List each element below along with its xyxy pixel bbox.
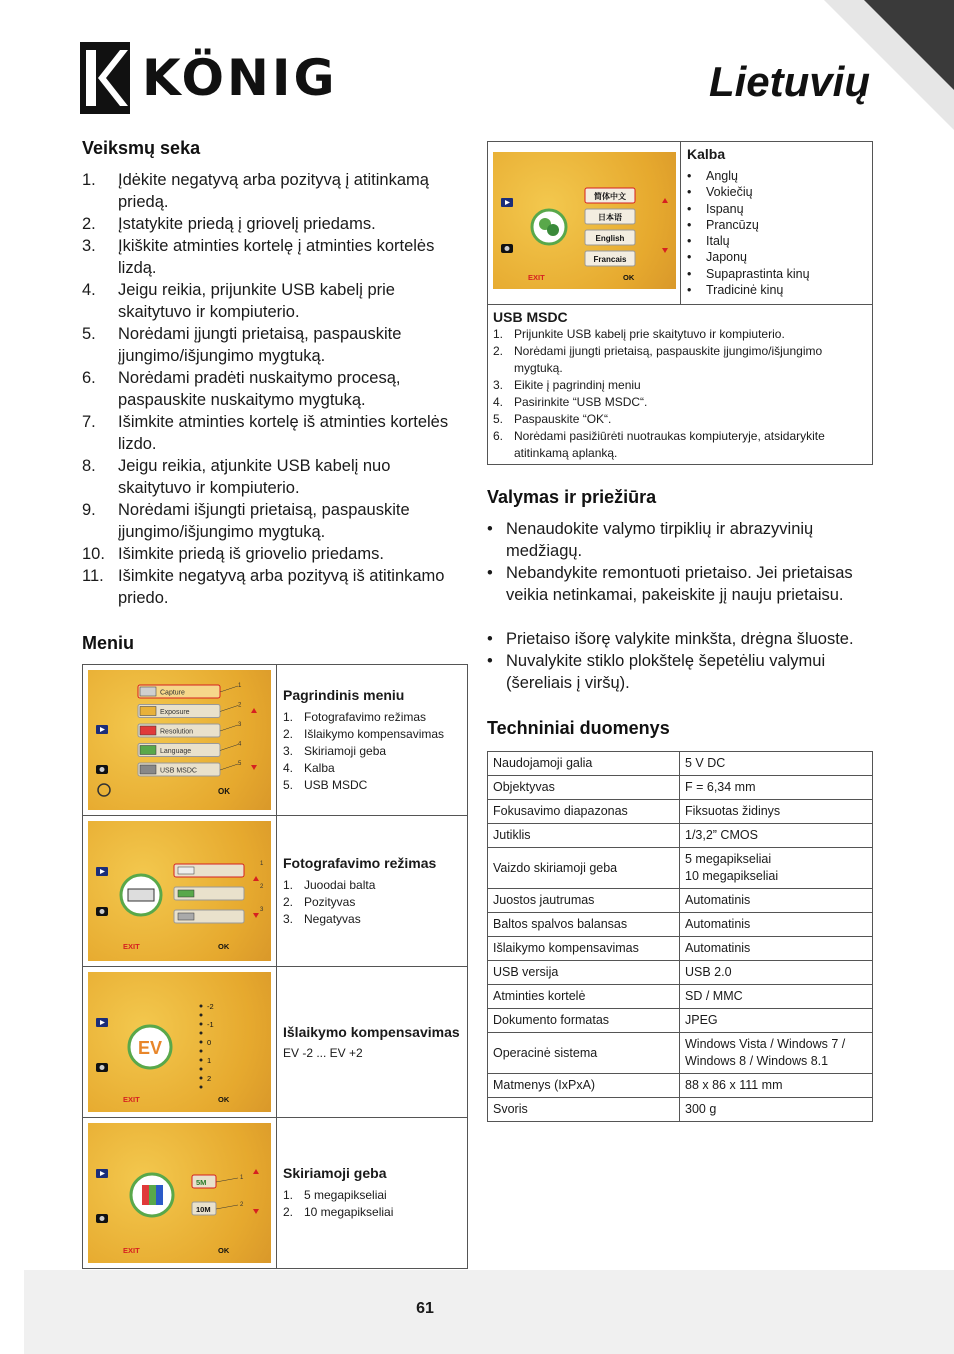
- spec-value: 300 g: [680, 1098, 873, 1122]
- main-menu-list: [283, 709, 461, 794]
- step-item: [82, 169, 468, 213]
- menu-row-capture: [83, 816, 468, 967]
- option-number: 1: [260, 861, 264, 867]
- bullet-icon: •: [687, 234, 692, 249]
- spec-row: [488, 1098, 873, 1122]
- list-item: 3. Negatyvas: [283, 911, 361, 926]
- list-item-text: Juoodai balta: [304, 877, 376, 892]
- language-item: • Japonų: [687, 250, 748, 265]
- option-icon: [140, 707, 156, 716]
- spec-value: 5 megapikseliai 10 megapikseliai: [680, 848, 873, 889]
- spec-key: Naudojamoji galia: [488, 752, 680, 776]
- arrow-down-icon: [253, 1209, 259, 1214]
- resolution-option: 5M: [196, 1178, 207, 1187]
- option-number: 2: [260, 884, 264, 890]
- spec-key: Vaizdo skiriamoji geba: [488, 848, 680, 889]
- bullet-icon: •: [687, 266, 692, 281]
- ok-label: OK: [218, 1095, 230, 1104]
- konig-k-icon: [80, 42, 130, 114]
- care-heading: Valymas ir priežiūra: [487, 487, 657, 507]
- capture-list: [283, 877, 461, 928]
- list-item-text: USB MSDC: [304, 777, 368, 792]
- step-text: Norėdami įjungti prietaisą, paspauskite įjungimo/išjungimo mygtuką.: [118, 325, 402, 365]
- step-item: [82, 543, 468, 565]
- main-menu-screen: [88, 670, 271, 810]
- list-item-text: 10 megapikseliai: [304, 1205, 394, 1219]
- care-item: • Nenaudokite valymo tirpiklių ir abrazyvinių medžiagų.: [487, 520, 814, 560]
- bullet-icon: •: [687, 185, 692, 200]
- option-icon: [140, 746, 156, 755]
- resolution-option: 10M: [196, 1205, 211, 1214]
- brand-logo: [80, 42, 338, 114]
- arrow-up-icon: [253, 1169, 259, 1174]
- ok-label: OK: [218, 942, 230, 951]
- resolution-heading: Skiriamoji geba: [283, 1165, 387, 1181]
- spec-key: USB versija: [488, 961, 680, 985]
- film-icon: [178, 890, 194, 897]
- exit-label: EXIT: [123, 1095, 140, 1104]
- usb-list: [493, 326, 866, 462]
- menu-heading: Meniu: [82, 633, 134, 653]
- resolution-list: [283, 1187, 461, 1221]
- option-icon: [140, 765, 156, 774]
- camera-lens: [100, 767, 105, 772]
- step-number: 9.: [82, 501, 96, 519]
- step-text: Jeigu reikia, prijunkite USB kabelį prie skaitytuvo ir kompiuterio.: [118, 281, 395, 321]
- film-icon: [178, 913, 194, 920]
- language-option: English: [595, 234, 625, 243]
- bullet-icon: •: [687, 283, 692, 298]
- film-icon: [178, 867, 194, 874]
- language-usb-table: [487, 141, 873, 465]
- spec-key: Baltos spalvos balansas: [488, 913, 680, 937]
- language-item: • Prancūzų: [687, 217, 759, 232]
- exposure-range: EV -2 ... EV +2: [283, 1046, 363, 1060]
- main-menu-heading: Pagrindinis meniu: [283, 686, 405, 703]
- bullet-icon: •: [487, 630, 493, 648]
- step-number: 4.: [82, 281, 96, 299]
- step-text: Įkiškite atminties kortelę į atminties kortelės lizdą.: [118, 237, 435, 277]
- usb-step: 5. Paspauskite “OK“.: [493, 412, 612, 426]
- usb-row: [488, 305, 873, 465]
- care-item: • Nuvalykite stiklo plokštelę šepetėliu valymui (šereliais į viršų).: [487, 652, 826, 692]
- spec-value: Automatinis: [680, 913, 873, 937]
- step-number: 10.: [82, 545, 105, 563]
- option-number: 4: [238, 741, 242, 748]
- spec-value: SD / MMC: [680, 985, 873, 1009]
- arrow-up-icon: [251, 708, 257, 713]
- option-number: 1: [238, 683, 242, 689]
- spec-key: Dokumento formatas: [488, 1009, 680, 1033]
- option-icon: [140, 687, 156, 696]
- step-text: Norėdami pradėti nuskaitymo procesą, paspauskite nuskaitymo mygtuką.: [118, 369, 401, 409]
- language-title: Lietuvių: [708, 58, 870, 105]
- list-item-text: 5 megapikseliai: [304, 1188, 387, 1202]
- language-item: • Italų: [687, 234, 730, 249]
- list-item-text: Fotografavimo režimas: [304, 709, 427, 724]
- language-option: Francais: [593, 255, 627, 264]
- spec-row: [488, 913, 873, 937]
- specs-table: [487, 751, 873, 1122]
- list-item: 1. Juoodai balta: [283, 877, 376, 892]
- spec-row: [488, 889, 873, 913]
- language-item: • Ispanų: [687, 201, 744, 216]
- brand-wordmark: KÖNIG: [142, 49, 338, 107]
- step-item: [82, 499, 468, 543]
- spec-key: Fokusavimo diapazonas: [488, 800, 680, 824]
- spec-key: Jutiklis: [488, 824, 680, 848]
- spec-key: Svoris: [488, 1098, 680, 1122]
- step-number: 5.: [82, 325, 96, 343]
- exposure-heading: Išlaikymo kompensavimas: [283, 1024, 460, 1040]
- step-text: Įdėkite negatyvą arba pozityvą į atitinkamą priedą.: [118, 171, 429, 211]
- spec-value: 1/3,2” CMOS: [680, 824, 873, 848]
- capture-heading: Fotografavimo režimas: [283, 854, 437, 871]
- option-number: 5: [238, 761, 242, 767]
- arrow-up-icon: [253, 876, 259, 881]
- list-item: 2. Išlaikymo kompensavimas: [283, 726, 445, 741]
- step-text: Išimkite priedą iš griovelio priedams.: [118, 545, 384, 563]
- usb-step: 4. Pasirinkite “USB MSDC“.: [493, 395, 648, 409]
- bullet-icon: •: [687, 201, 692, 216]
- bullet-icon: •: [487, 520, 493, 538]
- option-label: Language: [160, 748, 192, 755]
- care-item: • Nebandykite remontuoti prietaiso. Jei prietaisas veikia netinkamai, pakeiskite jį nauju prietaisu.: [487, 564, 853, 604]
- spec-row: [488, 824, 873, 848]
- right-column: [487, 141, 873, 1122]
- bullet-icon: •: [487, 564, 493, 582]
- spec-row: [488, 848, 873, 889]
- spec-value: JPEG: [680, 1009, 873, 1033]
- page-number: 61: [416, 1300, 434, 1317]
- menu-table: [82, 664, 468, 1269]
- list-item: 5. USB MSDC: [283, 777, 368, 792]
- language-option: 简体中文: [594, 192, 626, 201]
- bullet-icon: •: [487, 652, 493, 670]
- option-icon: [140, 726, 156, 735]
- language-item: • Tradicinė kinų: [687, 283, 784, 298]
- option-label: Exposure: [160, 709, 190, 716]
- bullet-icon: •: [687, 217, 692, 232]
- option-number: 2: [238, 702, 242, 709]
- step-number: 2.: [82, 215, 96, 233]
- arrow-down-icon: [662, 248, 668, 253]
- ev-scale-value: 1: [207, 1056, 212, 1065]
- resolution-screen: [88, 1123, 271, 1263]
- step-text: Norėdami išjungti prietaisą, paspauskite įjungimo/išjungimo mygtuką.: [118, 501, 410, 541]
- exit-label: EXIT: [123, 942, 140, 951]
- list-item-text: Negatyvas: [304, 911, 361, 926]
- ok-label: OK: [623, 273, 635, 282]
- list-item: 4. Kalba: [283, 760, 335, 775]
- steps-heading: Veiksmų seka: [82, 138, 201, 158]
- step-text: Išimkite atminties kortelę iš atminties kortelės lizdo.: [118, 413, 449, 453]
- ev-badge: EV: [138, 1038, 163, 1058]
- step-item: [82, 279, 468, 323]
- ok-label: OK: [218, 1246, 230, 1255]
- list-item-text: Pozityvas: [304, 894, 356, 909]
- ev-scale-value: -1: [207, 1020, 214, 1029]
- step-number: 11.: [82, 567, 104, 585]
- settings-icon: [98, 784, 110, 796]
- usb-step: 6. Norėdami pasižiūrėti nuotraukas kompiuteryje, atsidarykite atitinkamą aplanką.: [493, 429, 825, 460]
- step-number: 8.: [82, 457, 96, 475]
- spec-row: [488, 961, 873, 985]
- exposure-screen: [88, 972, 271, 1112]
- camera-lens: [505, 246, 510, 251]
- menu-row-main: [83, 665, 468, 816]
- camera-lens: [100, 1216, 105, 1221]
- spec-row: [488, 937, 873, 961]
- spec-value: Fiksuotas židinys: [680, 800, 873, 824]
- step-item: [82, 455, 468, 499]
- spec-value: F = 6,34 mm: [680, 776, 873, 800]
- spec-row: [488, 1009, 873, 1033]
- language-item: • Supaprastinta kinų: [687, 266, 810, 281]
- step-number: 1.: [82, 171, 96, 189]
- arrow-down-icon: [251, 765, 257, 770]
- option-number: 1: [240, 1175, 244, 1181]
- step-text: Įstatykite priedą į griovelį priedams.: [118, 215, 376, 233]
- spec-value: Windows Vista / Windows 7 / Windows 8 / Windows 8.1: [680, 1033, 873, 1074]
- spec-row: [488, 800, 873, 824]
- spec-row: [488, 1074, 873, 1098]
- spec-value: Automatinis: [680, 889, 873, 913]
- list-item: 1. Fotografavimo režimas: [283, 709, 427, 724]
- arrow-down-icon: [253, 913, 259, 918]
- option-number: 2: [240, 1202, 244, 1208]
- usb-step: 1. Prijunkite USB kabelį prie skaitytuvo ir kompiuterio.: [493, 327, 785, 341]
- option-label: Capture: [160, 689, 185, 697]
- step-item: [82, 235, 468, 279]
- spec-key: Išlaikymo kompensavimas: [488, 937, 680, 961]
- usb-step: 3. Eikite į pagrindinį meniu: [493, 378, 641, 392]
- specs-heading: Techniniai duomenys: [487, 718, 670, 738]
- ev-scale-value: -2: [207, 1002, 214, 1011]
- language-item: • Vokiečių: [687, 185, 753, 200]
- spec-value: 88 x 86 x 111 mm: [680, 1074, 873, 1098]
- language-item: • Anglų: [687, 169, 738, 183]
- language-screen: [493, 152, 676, 289]
- spec-value: USB 2.0: [680, 961, 873, 985]
- ev-scale-value: 0: [207, 1038, 212, 1047]
- list-item: 3. Skiriamoji geba: [283, 743, 387, 758]
- menu-row-exposure: [83, 967, 468, 1118]
- step-item: [82, 411, 468, 455]
- camera-lens: [100, 1065, 105, 1070]
- list-item: 2. Pozityvas: [283, 894, 356, 909]
- spec-key: Objektyvas: [488, 776, 680, 800]
- bullet-icon: •: [687, 250, 692, 265]
- spec-key: Juostos jautrumas: [488, 889, 680, 913]
- spec-value: Automatinis: [680, 937, 873, 961]
- list-item-text: Kalba: [304, 760, 335, 775]
- spec-key: Operacinė sistema: [488, 1033, 680, 1074]
- list-item: 2. 10 megapikseliai: [283, 1205, 394, 1219]
- spec-row: [488, 776, 873, 800]
- step-item: [82, 367, 468, 411]
- left-column: [82, 138, 468, 1269]
- usb-step: 2. Norėdami įjungti prietaisą, paspauskite įjungimo/išjungimo mygtuką.: [493, 344, 823, 375]
- language-heading: Kalba: [687, 146, 726, 162]
- arrow-up-icon: [662, 198, 668, 203]
- option-number: 3: [260, 907, 264, 913]
- option-number: 3: [238, 722, 242, 728]
- spec-key: Matmenys (IxPxA): [488, 1074, 680, 1098]
- list-item-text: Išlaikymo kompensavimas: [304, 726, 445, 741]
- step-text: Išimkite negatyvą arba pozityvą iš atitinkamo priedo.: [118, 567, 445, 607]
- step-number: 6.: [82, 369, 96, 387]
- exit-label: EXIT: [123, 1246, 140, 1255]
- language-row: [488, 142, 873, 305]
- spec-row: [488, 985, 873, 1009]
- spec-value: 5 V DC: [680, 752, 873, 776]
- step-item: [82, 213, 468, 235]
- menu-row-resolution: [83, 1118, 468, 1269]
- bullet-icon: •: [687, 169, 692, 183]
- care-item: • Prietaiso išorę valykite minkšta, drėgna šluoste.: [487, 630, 854, 648]
- language-option: 日本语: [598, 213, 622, 222]
- list-item-text: Skiriamoji geba: [304, 743, 387, 758]
- step-text: Jeigu reikia, atjunkite USB kabelį nuo skaitytuvo ir kompiuterio.: [118, 457, 391, 497]
- step-item: [82, 565, 468, 609]
- exit-label: EXIT: [528, 273, 545, 282]
- steps-list: [82, 169, 468, 609]
- ok-label: OK: [218, 787, 230, 796]
- option-label: USB MSDC: [160, 767, 197, 775]
- capture-screen: [88, 821, 271, 961]
- list-item: 1. 5 megapikseliai: [283, 1188, 387, 1202]
- step-item: [82, 323, 468, 367]
- spec-row: [488, 752, 873, 776]
- step-number: 7.: [82, 413, 96, 431]
- care-list: [487, 518, 873, 694]
- option-label: Resolution: [160, 728, 194, 736]
- camera-lens: [100, 909, 105, 914]
- spec-key: Atminties kortelė: [488, 985, 680, 1009]
- spec-row: [488, 1033, 873, 1074]
- step-number: 3.: [82, 237, 96, 255]
- language-list: [687, 168, 866, 298]
- ev-scale-value: 2: [207, 1074, 212, 1083]
- usb-heading: USB MSDC: [493, 309, 568, 325]
